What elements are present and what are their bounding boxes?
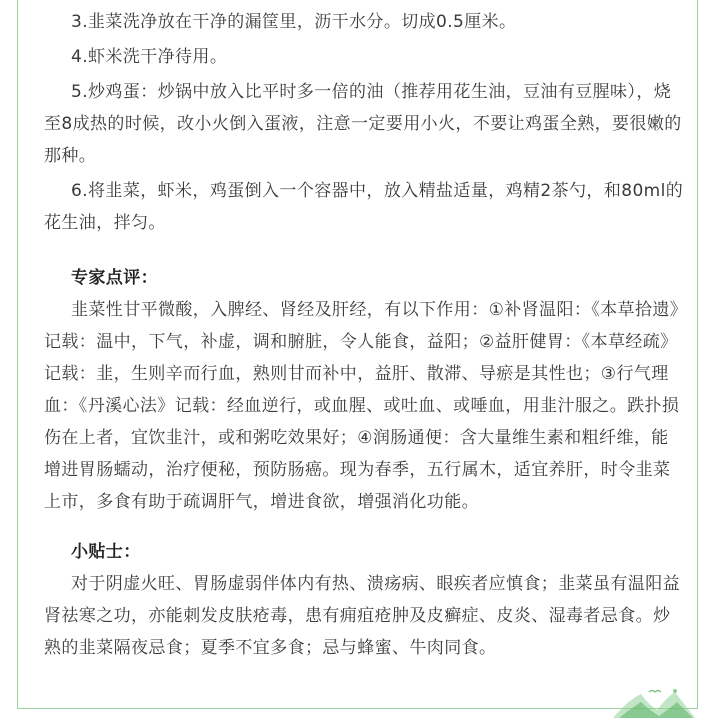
article-content [44,6,684,664]
step-4: 4.虾米洗干净待用。 [71,47,228,67]
step-6: 6.将韭菜，虾米，鸡蛋倒入一个容器中，放入精盐适量，鸡精2茶勺，和80ml的花生油，拌匀。 [44,181,684,233]
tips-body: 对于阴虚火旺、胃肠虚弱伴体内有热、溃疡病、眼疾者应慎食；韭菜虽有温阳益肾祛寒之功，亦能刺发皮肤疮毒，患有痈疽疮肿及皮癣症、皮炎、湿毒者忌食。炒熟的韭菜隔夜忌食；夏季不宜多食；忌与蜂蜜、牛肉同食。 [44,574,680,658]
expert-review-body: 韭菜性甘平微酸，入脾经、肾经及肝经，有以下作用：①补肾温阳：《本草拾遗》记载：温中，下气，补虚，调和腑脏，令人能食，益阳；②益肝健胃：《本草经疏》记载：韭，生则辛而行血，熟则甘而补中，益肝、散滞、导瘀是其性也；③行气理血：《丹溪心法》记载：经血逆行，或血腥、或吐血、或唾血，用韭汁服之。跌扑损伤在上者，宜饮韭汁，或和粥吃效果好；④润肠通便：含大量维生素和粗纤维，能增进胃肠蠕动，治疗便秘，预防肠癌。现为春季，五行属木，适宜养肝，时令韭菜上市，多食有助于疏调肝气，增进食欲，增强消化功能。 [44,300,680,512]
expert-review-heading: 专家点评： [71,268,158,288]
step-5: 5.炒鸡蛋：炒锅中放入比平时多一倍的油（推荐用花生油，豆油有豆腥味），烧至8成热的时候，改小火倒入蛋液，注意一定要用小火，不要让鸡蛋全熟，要很嫩的那种。 [44,82,682,166]
tips-heading: 小贴士： [71,542,141,562]
mountain-landscape-icon [611,684,697,720]
step-3: 3.韭菜洗净放在干净的漏筐里，沥干水分。切成0.5厘米。 [71,12,517,32]
